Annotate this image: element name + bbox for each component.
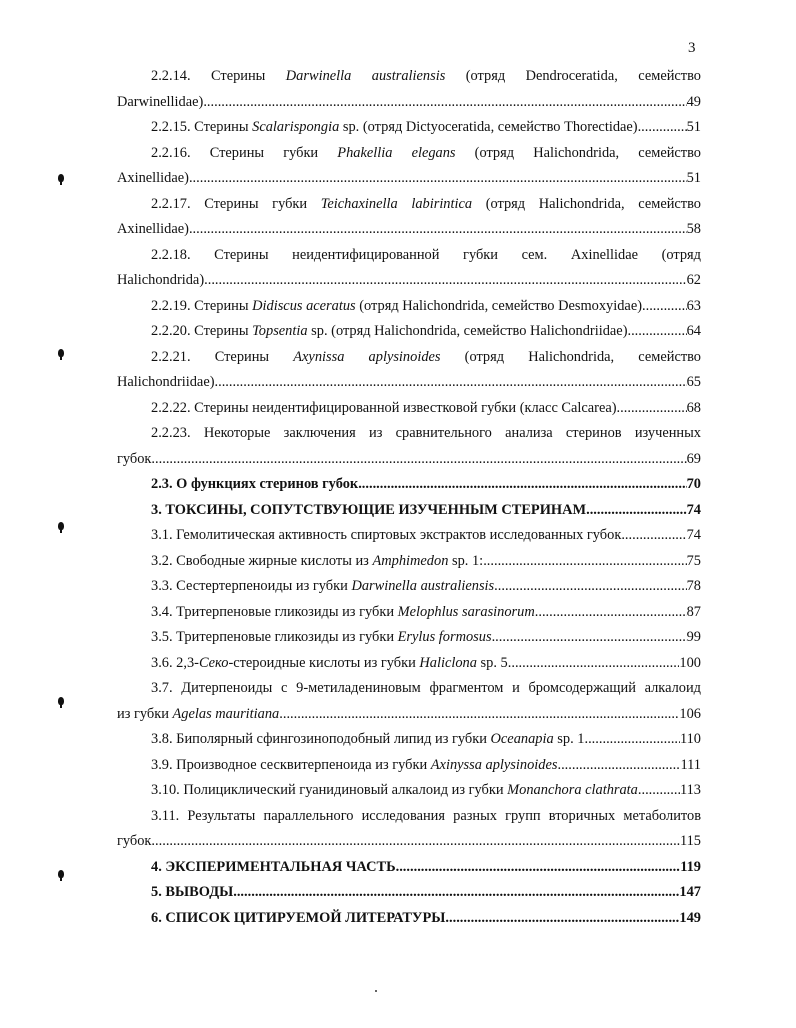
entry-title-continued: Halichondriidae) [117, 374, 215, 390]
dot-leader [189, 166, 687, 192]
page-ref: 113 [679, 782, 701, 798]
toc-line [117, 192, 701, 218]
page-ref: 64 [686, 323, 701, 339]
page-ref: 49 [686, 93, 701, 110]
toc-line [117, 651, 701, 677]
entry-title-continued: губок [117, 833, 152, 849]
taxon-name: Agelas mauritiana [172, 705, 280, 722]
toc-entry-2-3 [117, 472, 701, 498]
taxon-name: Didiscus aceratus [252, 297, 356, 314]
page-ref: 58 [686, 221, 701, 237]
toc-line [117, 574, 701, 600]
toc-line [117, 319, 701, 345]
taxon-name: Phakellia elegans [337, 144, 456, 161]
binding-hole-mark [58, 870, 64, 878]
toc-line [117, 778, 701, 804]
entry-title: 2.2.16. Стерины губки Phakellia elegans (отряд Halichondrida, семейство [151, 144, 701, 161]
toc-entry-3-3 [117, 574, 701, 600]
toc-line [117, 141, 701, 167]
toc-entry-3 [117, 498, 701, 524]
page-number: 3 [688, 40, 696, 56]
entry-title-continued: Halichondrida) [117, 272, 205, 288]
toc-entry-2-2-23 [117, 421, 701, 472]
toc-line [117, 600, 701, 626]
dot-leader [638, 778, 680, 804]
entry-title: 2.2.20. Стерины Topsentia sp. (отряд Halichondrida, семейство Halichondriidae) [151, 323, 628, 339]
toc-line [117, 855, 701, 881]
taxon-name: Darwinella australiensis [285, 68, 446, 84]
entry-title: 3.3. Сестертерпеноиды из губки Darwinella australiensis [151, 578, 495, 594]
page-ref: 74 [686, 501, 701, 518]
taxon-name: Melophlus sarasinorum [397, 603, 535, 620]
toc-line [117, 421, 701, 447]
dot-leader [445, 906, 679, 932]
page-ref: 65 [686, 374, 701, 390]
toc-line [117, 115, 701, 141]
taxon-name: Axinyssa aplysinoides [430, 756, 558, 773]
toc-entry-3-7 [117, 676, 701, 727]
page-ref: 68 [686, 399, 701, 416]
page-ref: 63 [686, 297, 701, 314]
page-ref: 147 [679, 884, 701, 900]
entry-title-continued: Axinellidae) [117, 221, 189, 237]
page-ref: 74 [686, 527, 701, 543]
entry-title: 3.6. 2,3-Секо-стероидные кислоты из губки Haliclona sp. 5 [151, 654, 508, 671]
entry-title: 3.9. Производное сесквитерпеноида из губки Axinyssa aplysinoides [151, 756, 558, 773]
toc-entry-5 [117, 880, 701, 906]
dot-leader [215, 370, 687, 396]
page-ref: 75 [686, 552, 701, 569]
entry-title: 3. ТОКСИНЫ, СОПУТСТВУЮЩИЕ ИЗУЧЕННЫМ СТЕРИНАМ [151, 501, 587, 518]
toc-line-continuation [117, 702, 701, 728]
binding-hole-mark [58, 697, 64, 705]
binding-hole-mark [58, 174, 64, 182]
dot-leader [189, 217, 687, 243]
toc-line [117, 676, 701, 702]
entry-title: 3.7. Дитерпеноиды с 9-метиладениновым фрагментом и бромсодержащий алкалоид [151, 680, 701, 696]
entry-title-continued: Axinellidae) [117, 170, 189, 186]
toc-line [117, 906, 701, 932]
entry-title: 2.2.23. Некоторые заключения из сравнительного анализа стеринов изученных [151, 425, 701, 441]
entry-title: 3.5. Тритерпеновые гликозиды из губки Erylus formosus [151, 629, 492, 645]
toc-line [117, 753, 701, 779]
page-ref: 149 [679, 909, 701, 926]
toc-entry-6 [117, 906, 701, 932]
toc-line [117, 396, 701, 422]
toc-entry-3-8 [117, 727, 701, 753]
dot-leader [203, 90, 686, 116]
dot-leader [584, 727, 679, 753]
page-ref: 69 [686, 450, 701, 467]
page-ref: 100 [679, 654, 701, 671]
toc-entry-3-5 [117, 625, 701, 651]
dot-leader [586, 498, 687, 524]
entry-title: 6. СПИСОК ЦИТИРУЕМОЙ ЛИТЕРАТУРЫ [151, 909, 446, 926]
binding-hole-mark [58, 522, 64, 530]
toc-line [117, 549, 701, 575]
taxon-name: Erylus formosus [397, 629, 492, 645]
dot-leader [492, 625, 687, 651]
dot-leader [508, 651, 680, 677]
dot-leader [233, 880, 679, 906]
entry-title: 3.2. Свободные жирные кислоты из Amphimedon sp. 1: [151, 552, 484, 569]
toc-line [117, 345, 701, 371]
toc-entry-2-2-20 [117, 319, 701, 345]
entry-title: 2.2.14. Стерины Darwinella australiensis (отряд Dendroceratida, семейство [151, 68, 701, 84]
entry-title: 2.2.21. Стерины Axynissa aplysinoides (отряд Halichondrida, семейство [151, 348, 701, 365]
taxon-name: Oceanapia [490, 731, 554, 747]
entry-title: 3.1. Гемолитическая активность спиртовых экстрактов исследованных губок [151, 527, 622, 543]
dot-leader [627, 319, 686, 345]
entry-title: 4. ЭКСПЕРИМЕНТАЛЬНАЯ ЧАСТЬ [151, 858, 396, 875]
toc-line-continuation [117, 166, 701, 192]
dot-leader [151, 829, 680, 855]
toc-line-continuation [117, 829, 701, 855]
table-of-contents [117, 64, 701, 931]
page-ref: 106 [679, 705, 701, 722]
toc-line [117, 625, 701, 651]
toc-entry-2-2-17 [117, 192, 701, 243]
toc-entry-3-11 [117, 804, 701, 855]
dot-leader [621, 523, 686, 549]
toc-line [117, 523, 701, 549]
page-ref: 99 [686, 629, 701, 645]
toc-entry-3-2 [117, 549, 701, 575]
dot-leader [535, 600, 687, 626]
entry-title: 3.11. Результаты параллельного исследования разных групп вторичных метаболитов [151, 807, 701, 824]
toc-entry-3-4 [117, 600, 701, 626]
dot-leader [483, 549, 686, 575]
page-ref: 115 [679, 833, 701, 849]
dot-leader [617, 396, 687, 422]
taxon-name: Scalarispongia [252, 119, 340, 135]
toc-line [117, 294, 701, 320]
toc-entry-2-2-14 [117, 64, 701, 115]
taxon-name: Topsentia [252, 323, 308, 339]
toc-line [117, 243, 701, 269]
entry-title-continued: из губки Agelas mauritiana [117, 705, 280, 722]
dot-leader [396, 855, 681, 881]
toc-entry-2-2-16 [117, 141, 701, 192]
page-ref: 87 [686, 603, 701, 620]
toc-entry-2-2-22 [117, 396, 701, 422]
taxon-name: Amphimedon [372, 552, 449, 569]
toc-entry-3-1 [117, 523, 701, 549]
toc-line-continuation [117, 268, 701, 294]
toc-line [117, 880, 701, 906]
dot-leader [151, 447, 686, 473]
taxon-name: Darwinella australiensis [351, 578, 495, 594]
toc-entry-4 [117, 855, 701, 881]
entry-title: 2.2.17. Стерины губки Teichaxinella labirintica (отряд Halichondrida, семейство [151, 195, 701, 212]
dot-leader [638, 115, 687, 141]
entry-title: 3.8. Биполярный сфингозиноподобный липид из губки Oceanapia sp. 1 [151, 731, 585, 747]
toc-line [117, 727, 701, 753]
dot-leader [494, 574, 686, 600]
dot-leader [279, 702, 679, 728]
page-ref: 62 [686, 272, 701, 288]
page-ref: 110 [679, 731, 701, 747]
taxon-name: Haliclona [419, 654, 477, 671]
toc-line-continuation [117, 90, 701, 116]
entry-title: 2.3. О функциях стеринов губок [151, 476, 359, 492]
toc-line [117, 64, 701, 90]
toc-line-continuation [117, 447, 701, 473]
taxon-name: Axynissa aplysinoides [293, 348, 441, 365]
entry-title: 3.4. Тритерпеновые гликозиды из губки Melophlus sarasinorum [151, 603, 535, 620]
toc-entry-2-2-15 [117, 115, 701, 141]
toc-line [117, 804, 701, 830]
toc-entry-2-2-19 [117, 294, 701, 320]
toc-entry-3-6 [117, 651, 701, 677]
page-ref: 51 [686, 119, 701, 135]
toc-line [117, 498, 701, 524]
page-ref: 51 [686, 170, 701, 186]
toc-entry-3-9 [117, 753, 701, 779]
scan-speck [375, 990, 377, 992]
taxon-name: Teichaxinella labirintica [320, 195, 473, 212]
toc-entry-2-2-18 [117, 243, 701, 294]
dot-leader [204, 268, 686, 294]
entry-title: 5. ВЫВОДЫ [151, 884, 234, 900]
toc-line-continuation [117, 370, 701, 396]
toc-entry-2-2-21 [117, 345, 701, 396]
toc-line-continuation [117, 217, 701, 243]
toc-line [117, 472, 701, 498]
entry-title: 2.2.18. Стерины неидентифицированной губки сем. Axinellidae (отряд [151, 246, 701, 263]
entry-title: 2.2.22. Стерины неидентифицированной известковой губки (класс Calcarea) [151, 399, 617, 416]
entry-title: 2.2.19. Стерины Didiscus aceratus (отряд Halichondrida, семейство Desmoxyidae) [151, 297, 642, 314]
dot-leader [358, 472, 686, 498]
dot-leader [557, 753, 680, 779]
taxon-name: Monanchora clathrata [507, 782, 638, 798]
entry-title: 3.10. Полициклический гуанидиновый алкалоид из губки Monanchora clathrata [151, 782, 638, 798]
page-ref: 78 [686, 578, 701, 594]
page-ref: 119 [680, 858, 701, 875]
page-ref: 111 [680, 756, 701, 773]
entry-title-continued: Darwinellidae) [117, 93, 204, 110]
page-ref: 70 [686, 476, 701, 492]
entry-title-continued: губок [117, 450, 152, 467]
dot-leader [642, 294, 687, 320]
toc-entry-3-10 [117, 778, 701, 804]
taxon-name: Секо [198, 654, 229, 671]
entry-title: 2.2.15. Стерины Scalarispongia sp. (отряд Dictyoceratida, семейство Thorectidae) [151, 119, 638, 135]
binding-hole-mark [58, 349, 64, 357]
